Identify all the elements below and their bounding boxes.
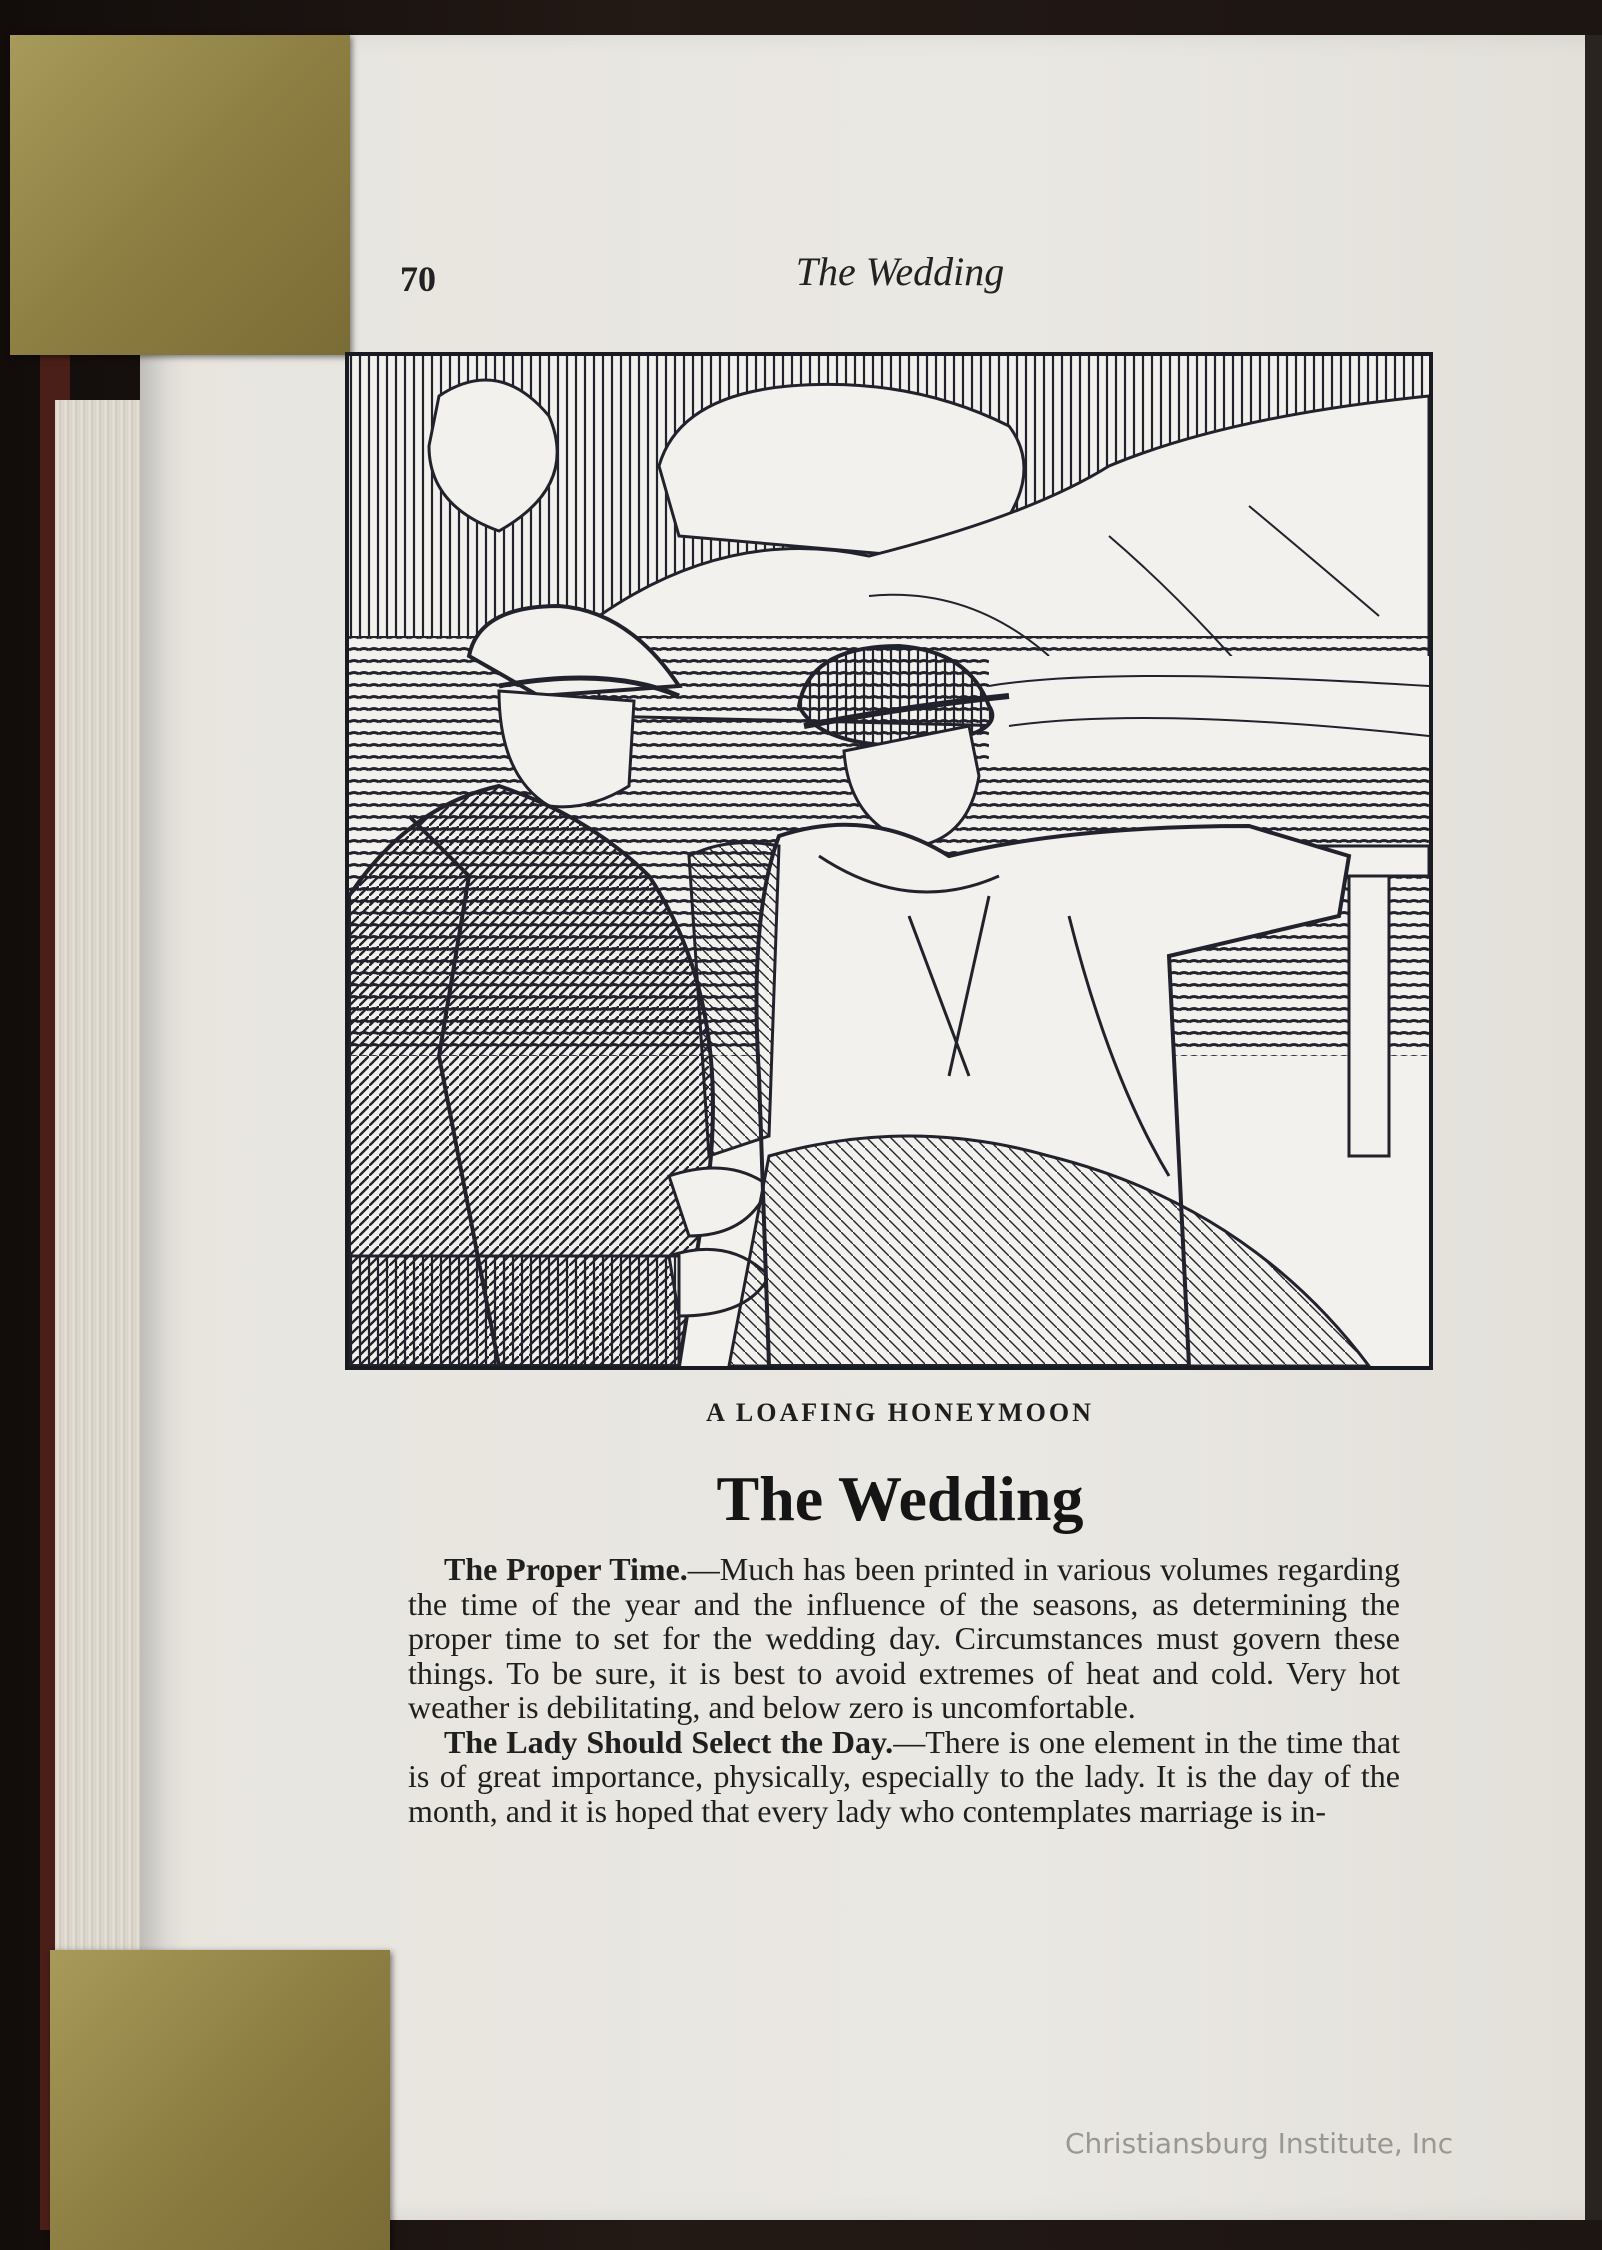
body-text bbox=[408, 1552, 1400, 1828]
paragraph-lead: The Proper Time. bbox=[444, 1551, 688, 1587]
watermark: Christiansburg Institute, Inc bbox=[1065, 2127, 1454, 2160]
paragraph-lead: The Lady Should Select the Day. bbox=[444, 1723, 894, 1760]
engraving-couple-on-boat-icon bbox=[349, 356, 1429, 1366]
paragraph bbox=[408, 1725, 1400, 1829]
page-right-edge bbox=[1585, 35, 1602, 2220]
photo-corner-top bbox=[10, 35, 350, 355]
chapter-title: The Wedding bbox=[716, 1463, 1084, 1534]
paragraph-text: —Much has been printed in various volumes regarding the time of the year and the influence of the seasons, as determining the proper time to set for the wedding day. Circumstances must govern these things. To be sure, it is best to avoid extremes of heat and cold. Very hot weather is debilitating, and below zero is uncomfortable. bbox=[408, 1551, 1401, 1725]
illustration-caption: A LOAFING HONEYMOON bbox=[706, 1398, 1094, 1427]
photo-corner-bottom bbox=[50, 1950, 390, 2250]
paragraph-text: —There is one element in the time that is of great importance, physically, especially to the lady. It is the day of the month, and it is hoped that every lady who contemplates marriage is in- bbox=[408, 1723, 1401, 1829]
paragraph bbox=[408, 1552, 1400, 1725]
illustration bbox=[345, 352, 1433, 1370]
page-number: 70 bbox=[400, 259, 436, 299]
running-head: The Wedding bbox=[795, 249, 1005, 294]
